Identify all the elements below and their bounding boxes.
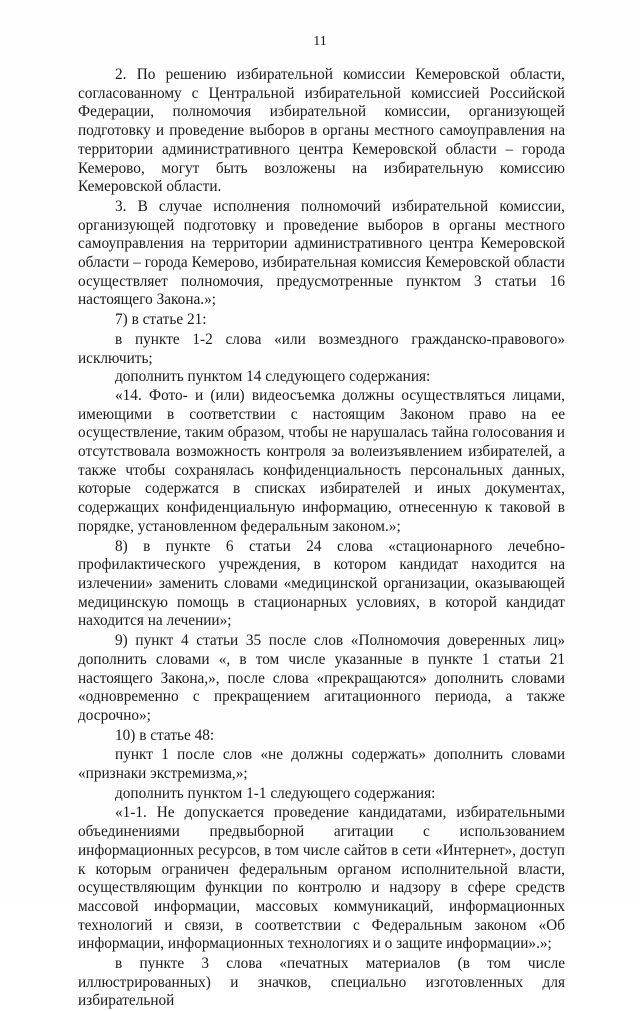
paragraph-clause-3: 3. В случае исполнения полномочий избирательной комиссии, организующей подготовку и проведение выборов в органы местного самоуправления на территории административного центра Кемеровской области – города Кемерово, избирательная комиссия Кемеровской области осуществляет полномочия, предусмотренные пунктом 3 статьи 16 настоящего Закона.»; <box>78 197 565 309</box>
paragraph-item-7-point-1-2: в пункте 1-2 слова «или возмездного гражданско-правового» исключить; <box>78 330 565 367</box>
paragraph-point-14-text: «14. Фото- и (или) видеосъемка должны осуществляться лицами, имеющими в соответствии с настоящим Законом право на ее осуществление, таким образом, чтобы не нарушалась тайна голосования и отсутствовала возможность контроля за волеизъявлением избирателей, а также чтобы сохранялась конфиденциальность персональных данных, которые содержатся в списках избирателей и иных документах, содержащих конфиденциальную информацию, отнесенную к таковой в порядке, установленном федеральным законом.»; <box>78 386 565 535</box>
paragraph-item-10-point-3: в пункте 3 слова «печатных материалов (в том числе иллюстрированных) и значков, специально изготовленных для избирательной <box>78 955 565 1010</box>
paragraph-item-10: 10) в статье 48: <box>115 726 215 744</box>
paragraph-item-7-add-point-14: дополнить пунктом 14 следующего содержания: <box>115 368 431 386</box>
paragraph-point-1-1-text: «1-1. Не допускается проведение кандидатами, избирательными объединениями предвыборной агитации с использованием информационных ресурсов, в том числе сайтов в сети «Интернет», доступ к которым ограничен федеральным органом исполнительной власти, осуществляющим функции по контролю и надзору в сфере средств массовой информации, массовых коммуникаций, информационных технологий и связи, в соответствии с Федеральным законом «Об информации, информационных технологиях и о защите информации».»; <box>78 804 565 953</box>
paragraph-item-10-add-point-1-1: дополнить пунктом 1-1 следующего содержания: <box>115 784 436 802</box>
paragraph-item-10-point-1: пункт 1 после слов «не должны содержать» дополнить словами «признаки экстремизма,»; <box>78 746 565 783</box>
paragraph-item-7: 7) в статье 21: <box>115 311 207 329</box>
paragraph-item-9: 9) пункт 4 статьи 35 после слов «Полномочия доверенных лиц» дополнить словами «, в том числе указанные в пункте 1 статьи 21 настоящего Закона,», после слова «прекращаются» дополнить словами «одновременно с прекращением агитационного периода, а также досрочно»; <box>78 632 565 724</box>
paragraph-item-8: 8) в пункте 6 статьи 24 слова «стационарного лечебно-профилактического учреждения, в котором кандидат находится на излечении» заменить словами «медицинской организации, оказывающей медицинскую помощь в стационарных условиях, в которой кандидат находится на лечении»; <box>78 537 565 630</box>
page-number: 11 <box>313 34 327 49</box>
document-body <box>78 66 565 1011</box>
paragraph-clause-2: 2. По решению избирательной комиссии Кемеровской области, согласованному с Центральной избирательной комиссией Российской Федерации, полномочия избирательной комиссии, организующей подготовку и проведение выборов в органы местного самоуправления на территории административного центра Кемеровской области – города Кемерово, могут быть возложены на избирательную комиссию Кемеровской области. <box>78 66 565 196</box>
